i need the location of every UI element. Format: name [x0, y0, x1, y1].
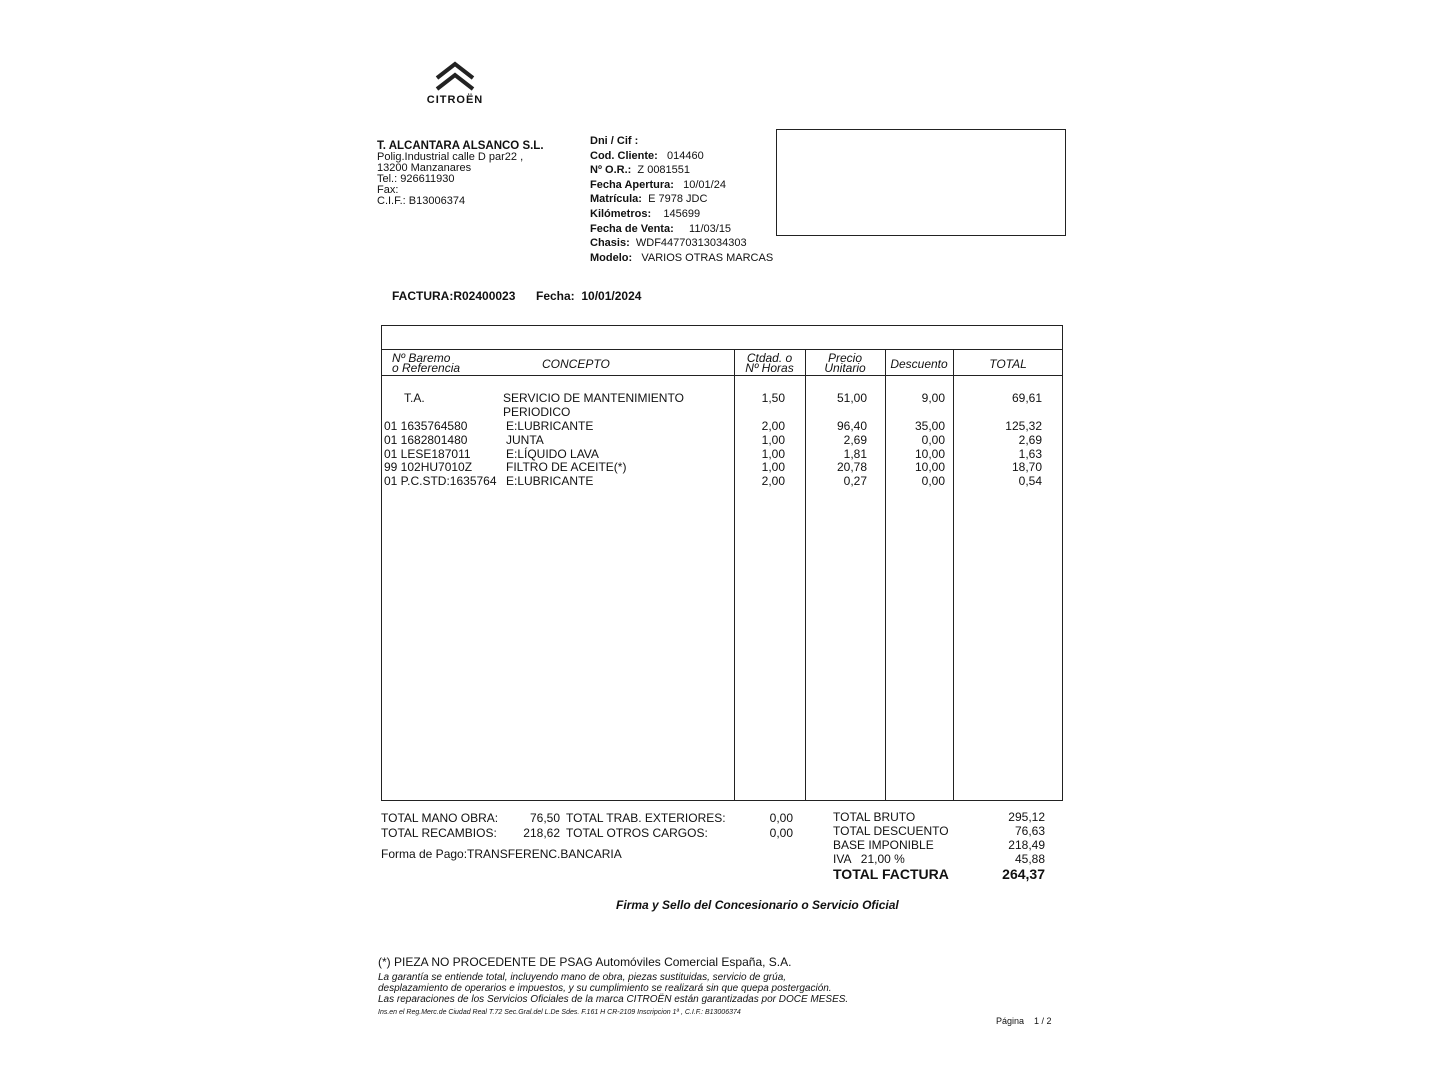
header-price-line1: Precio — [827, 351, 862, 365]
invoice-date — [536, 289, 641, 303]
warranty-line2: desplazamiento de operarios e impuestos, y su cumplimiento se realizará sin que quepa postergación. — [378, 983, 832, 994]
row-total: 18,70 — [1011, 460, 1042, 474]
header-qty-line2: Nº Horas — [745, 361, 794, 375]
dni-label: Dni / Cif : — [590, 135, 639, 147]
apertura-label: Fecha Apertura: — [590, 178, 674, 191]
trab-ext-value: 0,00 — [769, 811, 793, 825]
recambios-label: TOTAL RECAMBIOS: — [381, 826, 497, 840]
fecha-value: 10/01/2024 — [581, 289, 642, 303]
row-price: 96,40 — [836, 419, 867, 433]
row-desc: 0,00 — [921, 474, 945, 488]
row-ref: 01 1682801480 — [384, 433, 468, 447]
payment-method — [381, 847, 622, 861]
header-concepto: CONCEPTO — [542, 357, 610, 371]
descuento-label: TOTAL DESCUENTO — [833, 824, 949, 838]
row-concepto: SERVICIO DE MANTENIMIENTO — [503, 391, 684, 405]
bruto-label: TOTAL BRUTO — [833, 810, 916, 824]
row-qty: 2,00 — [761, 474, 785, 488]
factura-label: FACTURA: — [392, 289, 454, 303]
registry-note: Ins.en el Reg.Merc.de Ciudad Real T.72 Sec.Gral.del L.De Sdes. F.161 H CR-2109 Inscripcion 1ª , C.I.F.: B13006374 — [378, 1009, 741, 1016]
row-desc: 10,00 — [914, 447, 945, 461]
col-divider — [805, 349, 806, 800]
row-price: 1,81 — [843, 447, 867, 461]
header-ref — [392, 353, 460, 373]
total-factura-value: 264,37 — [1002, 866, 1045, 882]
dealer-address1: Polig.Industrial calle D par22 , — [377, 151, 524, 163]
km-value: 145699 — [663, 207, 701, 220]
row-qty: 2,00 — [761, 419, 785, 433]
bruto-value: 295,12 — [1008, 810, 1045, 824]
dealer-fax: Fax: — [377, 184, 399, 196]
base-label: BASE IMPONIBLE — [833, 838, 934, 852]
apertura-value: 10/01/24 — [683, 178, 726, 191]
km-label: Kilómetros: — [590, 207, 652, 220]
descuento-value: 76,63 — [1014, 824, 1045, 838]
row-ref: T.A. — [404, 391, 425, 405]
fecha-label: Fecha: — [536, 289, 575, 303]
row-qty: 1,00 — [761, 447, 785, 461]
matricula-label: Matrícula: — [590, 193, 642, 206]
row-concepto-cont: PERIODICO — [503, 405, 571, 419]
cliente-label: Cod. Cliente: — [590, 149, 658, 162]
row-qty: 1,00 — [761, 460, 785, 474]
pieza-note: (*) PIEZA NO PROCEDENTE DE PSAG Automóviles Comercial España, S.A. — [378, 955, 792, 969]
mano-obra-value: 76,50 — [529, 811, 560, 825]
header-descuento: Descuento — [890, 357, 948, 371]
base-value: 218,49 — [1008, 838, 1045, 852]
dealer-info — [377, 141, 544, 207]
modelo-value: VARIOS OTRAS MARCAS — [641, 251, 774, 264]
or-label: Nº O.R.: — [590, 164, 632, 177]
row-price: 20,78 — [836, 460, 867, 474]
header-ref-line1: Nº Baremo — [392, 351, 451, 365]
row-desc: 10,00 — [914, 460, 945, 474]
row-qty: 1,50 — [761, 391, 785, 405]
header-ref-line2: o Referencia — [392, 361, 461, 375]
row-concepto: E:LUBRICANTE — [506, 474, 594, 488]
warranty-line1: La garantía se entiende total, incluyendo mano de obra, piezas sustituidas, servicio de grúa, — [378, 972, 787, 983]
row-concepto: E:LÍQUIDO LAVA — [506, 447, 599, 461]
otros-label: TOTAL OTROS CARGOS: — [566, 826, 708, 840]
citroen-logo — [420, 58, 490, 106]
row-desc: 9,00 — [921, 391, 945, 405]
page-number — [996, 1016, 1052, 1026]
warranty-text — [378, 972, 848, 1005]
col-divider — [953, 349, 954, 800]
row-concepto: JUNTA — [506, 433, 544, 447]
header-total: TOTAL — [989, 357, 1027, 371]
header-qty-line1: Ctdad. o — [746, 351, 793, 365]
header-bottom-rule — [382, 375, 1062, 376]
row-concepto: FILTRO DE ACEITE(*) — [506, 460, 627, 474]
warranty-line3: Las reparaciones de los Servicios Oficiales de la marca CITROËN están garantizadas por DOCE MESES. — [378, 994, 849, 1005]
mano-obra-label: TOTAL MANO OBRA: — [381, 811, 499, 825]
recambios-value: 218,62 — [523, 826, 560, 840]
otros-value: 0,00 — [769, 826, 793, 840]
matricula-value: E 7978 JDC — [648, 193, 708, 206]
header-top-rule — [382, 349, 1062, 350]
venta-value: 11/03/15 — [689, 222, 732, 235]
chasis-value: WDF44770313034303 — [635, 237, 747, 250]
dealer-tel: Tel.: 926611930 — [377, 173, 455, 185]
row-desc: 0,00 — [921, 433, 945, 447]
items-table — [381, 325, 1063, 801]
trab-ext-label: TOTAL TRAB. EXTERIORES: — [566, 811, 726, 825]
header-qty — [734, 353, 805, 373]
row-qty: 1,00 — [761, 433, 785, 447]
total-factura-label: TOTAL FACTURA — [833, 866, 949, 882]
dealer-name: T. ALCANTARA ALSANCO S.L. — [377, 140, 544, 152]
pago-label: Forma de Pago: — [381, 847, 468, 861]
row-concepto: E:LUBRICANTE — [506, 419, 594, 433]
venta-label: Fecha de Venta: — [590, 222, 674, 235]
row-total: 1,63 — [1018, 447, 1042, 461]
invoice-number — [392, 289, 515, 303]
pago-value: TRANSFERENC.BANCARIA — [467, 847, 622, 861]
col-divider — [885, 349, 886, 800]
page-label: Página — [996, 1016, 1025, 1026]
dealer-cif: C.I.F.: B13006374 — [377, 195, 466, 207]
header-price-line2: Unitario — [824, 361, 866, 375]
row-price: 2,69 — [843, 433, 867, 447]
signature-caption: Firma y Sello del Concesionario o Servicio Oficial — [616, 898, 899, 912]
row-total: 69,61 — [1011, 391, 1042, 405]
double-chevron-icon — [434, 58, 476, 92]
iva-label: IVA 21,00 % — [833, 852, 905, 866]
row-price: 0,27 — [843, 474, 867, 488]
row-desc: 35,00 — [914, 419, 945, 433]
row-ref: 01 P.C.STD:1635764 — [384, 474, 497, 488]
row-total: 125,32 — [1005, 419, 1042, 433]
row-ref: 99 102HU7010Z — [384, 460, 473, 474]
row-total: 0,54 — [1018, 474, 1042, 488]
row-ref: 01 LESE187011 — [384, 447, 471, 461]
brand-name: CITROËN — [426, 94, 484, 106]
cliente-value: 014460 — [667, 149, 704, 162]
customer-address-box — [776, 129, 1066, 236]
modelo-label: Modelo: — [590, 251, 633, 264]
vehicle-meta — [590, 134, 773, 265]
factura-value: R02400023 — [453, 289, 516, 303]
iva-value: 45,88 — [1014, 852, 1045, 866]
dealer-address2: 13200 Manzanares — [377, 162, 472, 174]
header-price — [805, 353, 885, 373]
row-total: 2,69 — [1018, 433, 1042, 447]
col-divider — [734, 349, 735, 800]
chasis-label: Chasis: — [590, 237, 630, 250]
page-value: 1 / 2 — [1034, 1016, 1052, 1026]
row-ref: 01 1635764580 — [384, 419, 468, 433]
or-value: Z 0081551 — [637, 164, 691, 177]
row-price: 51,00 — [836, 391, 867, 405]
